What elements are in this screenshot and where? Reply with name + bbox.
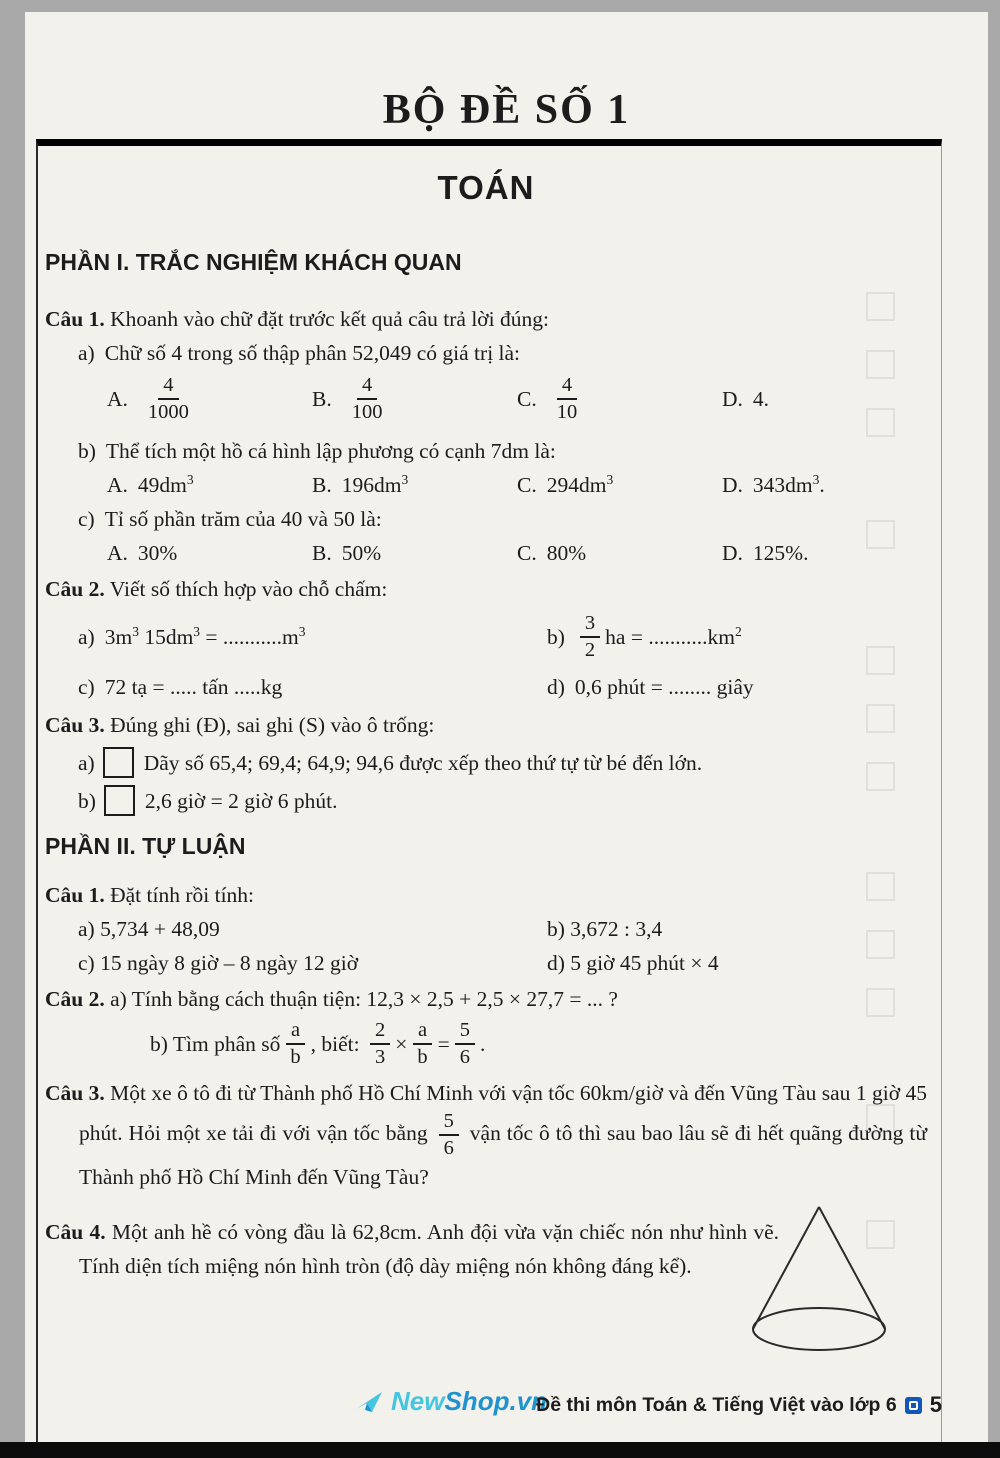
content-frame — [36, 139, 942, 1442]
question-text: Đúng ghi (Đ), sai ghi (S) vào ô trống: — [110, 713, 435, 737]
item-label: c) — [78, 507, 95, 531]
option-b — [312, 536, 517, 570]
p1-cau1b — [45, 434, 927, 468]
fraction-denominator: 3 — [374, 1046, 386, 1068]
item-label: b) — [547, 625, 565, 649]
fraction-numerator: 4 — [158, 374, 178, 400]
option-key: A. — [107, 473, 128, 497]
option-value: $49dm^3$ — [137, 471, 194, 497]
fraction-denominator: 10 — [556, 401, 578, 423]
p1-cau2d — [547, 670, 754, 704]
fraction — [143, 374, 194, 424]
section-heading-part2: PHẦN II. TỰ LUẬN — [45, 833, 246, 859]
p1-cau2b — [547, 612, 742, 662]
p1-cau3-intro — [45, 708, 927, 742]
fraction — [580, 612, 600, 662]
item-label: b) — [78, 439, 96, 463]
paper-sheet — [25, 12, 988, 1442]
item-text: 0,6 phút = ........ giây — [574, 675, 754, 699]
fraction-denominator: 2 — [584, 639, 596, 661]
p2-cau1a: a) 5,734 + 48,09 — [78, 917, 220, 941]
p2-cau1-row1 — [45, 912, 927, 946]
option-value: $294dm^3$ — [546, 471, 614, 497]
fraction-numerator: 5 — [455, 1019, 475, 1045]
newshop-logo-icon — [355, 1389, 385, 1415]
question-text: Một anh hề có vòng đầu là 62,8cm. Anh đội vừa vặn chiếc nón như hình vẽ. Tính diện tích miệng nón hình tròn (độ dày miệng nón không đáng kể). — [79, 1220, 780, 1279]
question-text: Đặt tính rồi tính: — [110, 883, 255, 907]
option-key: A. — [107, 387, 128, 411]
item-label: c) — [78, 675, 95, 699]
option-key: B. — [312, 387, 332, 411]
question-label: Câu 4. — [45, 1220, 106, 1245]
option-value: 80% — [546, 541, 587, 565]
option-key: C. — [517, 473, 537, 497]
fraction-numerator: a — [286, 1019, 305, 1045]
option-b — [312, 374, 517, 424]
bleedthrough-box — [866, 1104, 895, 1133]
publisher-icon — [905, 1397, 922, 1414]
item-text: $3m^3$ $15dm^3 = ...........m^3$ — [104, 623, 306, 649]
option-value: 125%. — [752, 541, 809, 565]
bleedthrough-box — [866, 646, 895, 675]
footer-caption — [536, 1392, 942, 1418]
option-key: A. — [107, 541, 128, 565]
p1-cau2a — [78, 620, 547, 654]
question-label: Câu 2. — [45, 987, 105, 1011]
answer-box — [104, 785, 135, 816]
item-text: 72 tạ = ..... tấn .....kg — [104, 675, 283, 699]
item-text: Thể tích một hồ cá hình lập phương có cạnh 7dm là: — [105, 439, 556, 463]
option-value: $343dm^3$. — [752, 471, 825, 497]
fraction-numerator: 5 — [439, 1110, 459, 1136]
page-number: 5 — [929, 1392, 942, 1417]
fraction-denominator: b — [417, 1046, 428, 1068]
bleedthrough-box — [866, 1220, 895, 1249]
p2-cau2a — [45, 982, 927, 1016]
option-a — [107, 536, 312, 570]
fraction-numerator: 4 — [557, 374, 577, 400]
question-text: Viết số thích hợp vào chỗ chấm: — [109, 577, 388, 601]
fraction — [552, 374, 583, 424]
option-c — [517, 536, 722, 570]
p1-cau1a-options — [45, 370, 927, 428]
fraction — [347, 374, 388, 424]
p1-cau1a — [45, 336, 927, 370]
option-key: B. — [312, 473, 332, 497]
option-value: 30% — [137, 541, 178, 565]
option-c — [517, 468, 722, 502]
option-key: D. — [722, 387, 743, 411]
option-key: D. — [722, 541, 743, 565]
option-value: $196dm^3$ — [341, 471, 409, 497]
fraction-numerator: a — [413, 1019, 432, 1045]
option-d — [722, 382, 927, 416]
fraction-denominator: b — [290, 1046, 301, 1068]
logo-text-new: New — [391, 1386, 445, 1416]
bleedthrough-box — [866, 520, 895, 549]
fraction-denominator: 6 — [459, 1046, 471, 1068]
footer-caption-text: Đề thi môn Toán & Tiếng Việt vào lớp 6 — [536, 1393, 897, 1416]
question-text: vận tốc ô tô thì sau bao lâu sẽ đi hết quãng đường từ Thành phố Hồ Chí Minh đến Vũng Tàu? — [79, 1120, 928, 1189]
option-key: C. — [517, 541, 537, 565]
p2-cau4 — [45, 1215, 779, 1283]
fraction-numerator: 3 — [580, 612, 600, 638]
question-text: Khoanh vào chữ đặt trước kết quả câu trả lời đúng: — [110, 307, 549, 331]
fraction-denominator: 6 — [443, 1136, 454, 1159]
p1-cau2-row2 — [45, 670, 927, 704]
question-text: a) Tính bằng cách thuận tiện: 12,3 × 2,5 + 2,5 × 27,7 = ... ? — [110, 987, 618, 1011]
bleedthrough-box — [866, 988, 895, 1017]
p1-cau2c — [78, 670, 547, 704]
item-text: b) Tìm phân số — [150, 1032, 281, 1056]
fraction-denominator: 1000 — [147, 401, 189, 423]
p2-cau2b — [45, 1016, 927, 1072]
p1-cau1c-options — [45, 536, 927, 570]
option-value: 50% — [341, 541, 382, 565]
section-heading-part1: PHẦN I. TRẮC NGHIỆM KHÁCH QUAN — [45, 249, 462, 275]
fraction-numerator: 2 — [370, 1019, 390, 1045]
item-label: a) — [78, 341, 95, 365]
bleedthrough-box — [866, 872, 895, 901]
item-text: . — [480, 1032, 486, 1056]
page-title: BỘ ĐỀ SỐ 1 — [382, 87, 631, 133]
option-d — [722, 536, 927, 570]
p1-cau1-intro — [45, 302, 927, 336]
p1-cau3b — [45, 784, 927, 818]
fraction — [455, 1019, 475, 1069]
p1-cau1b-options — [45, 468, 927, 502]
item-text: 2,6 giờ = 2 giờ 6 phút. — [144, 789, 338, 813]
question-label: Câu 1. — [45, 307, 105, 331]
page-footer — [25, 1386, 942, 1422]
option-c — [517, 374, 722, 424]
item-text: Tỉ số phần trăm của 40 và 50 là: — [104, 507, 382, 531]
question-label: Câu 3. — [45, 1081, 105, 1105]
p2-cau3 — [45, 1076, 927, 1194]
p2-cau1d: d) 5 giờ 45 phút × 4 — [547, 951, 719, 975]
question-label: Câu 3. — [45, 713, 105, 737]
question-label: Câu 1. — [45, 883, 105, 907]
item-text: Chữ số 4 trong số thập phân 52,049 có giá trị là: — [104, 341, 521, 365]
logo-text-vn: .vn — [509, 1386, 548, 1416]
equals-sign: = — [437, 1032, 450, 1056]
fraction — [412, 1019, 432, 1069]
p2-cau1-row2 — [45, 946, 927, 980]
p2-cau1-intro — [45, 878, 927, 912]
p1-cau2-intro — [45, 572, 927, 606]
fraction — [370, 1019, 390, 1069]
option-key: D. — [722, 473, 743, 497]
bleedthrough-box — [866, 704, 895, 733]
scan-bottom-edge — [0, 1442, 1000, 1458]
fraction-denominator: 100 — [351, 401, 383, 423]
p1-cau2-row1 — [45, 610, 927, 664]
item-label: d) — [547, 675, 565, 699]
subject-title: TOÁN — [437, 169, 535, 206]
item-label: b) — [78, 789, 96, 813]
logo-text-shop: Shop — [444, 1386, 510, 1416]
option-key: B. — [312, 541, 332, 565]
question-text: Một xe ô tô đi từ Thành phố Hồ Chí Minh với vận tốc 60km/giờ và đến Vũng Tàu sau 1 giờ 45 phút. Hỏi một xe tải đi với vận tốc bằng — [79, 1081, 927, 1145]
option-a — [107, 374, 312, 424]
p1-cau1c — [45, 502, 927, 536]
question-label: Câu 2. — [45, 577, 105, 601]
item-text: ha = $...........km^2$ — [605, 623, 742, 649]
bleedthrough-box — [866, 408, 895, 437]
option-b — [312, 468, 517, 502]
option-key: C. — [517, 387, 537, 411]
item-text: Dãy số 65,4; 69,4; 64,9; 94,6 được xếp theo thứ tự từ bé đến lớn. — [143, 751, 703, 775]
bleedthrough-box — [866, 762, 895, 791]
p1-cau3a — [45, 746, 927, 780]
p2-cau1c: c) 15 ngày 8 giờ – 8 ngày 12 giờ — [78, 951, 359, 975]
item-text: , biết: — [310, 1032, 360, 1056]
newshop-logo — [355, 1386, 547, 1417]
item-label: a) — [78, 625, 95, 649]
option-value: 4. — [752, 387, 770, 411]
p2-cau1b: b) 3,672 : 3,4 — [547, 917, 663, 941]
item-label: a) — [78, 751, 95, 775]
fraction-numerator: 4 — [357, 374, 377, 400]
fraction — [285, 1019, 305, 1069]
option-d — [722, 468, 927, 502]
fraction — [439, 1110, 459, 1160]
times-sign: × — [395, 1032, 408, 1056]
bleedthrough-box — [866, 350, 895, 379]
answer-box — [103, 747, 134, 778]
bleedthrough-box — [866, 930, 895, 959]
option-a — [107, 468, 312, 502]
bleedthrough-box — [866, 292, 895, 321]
